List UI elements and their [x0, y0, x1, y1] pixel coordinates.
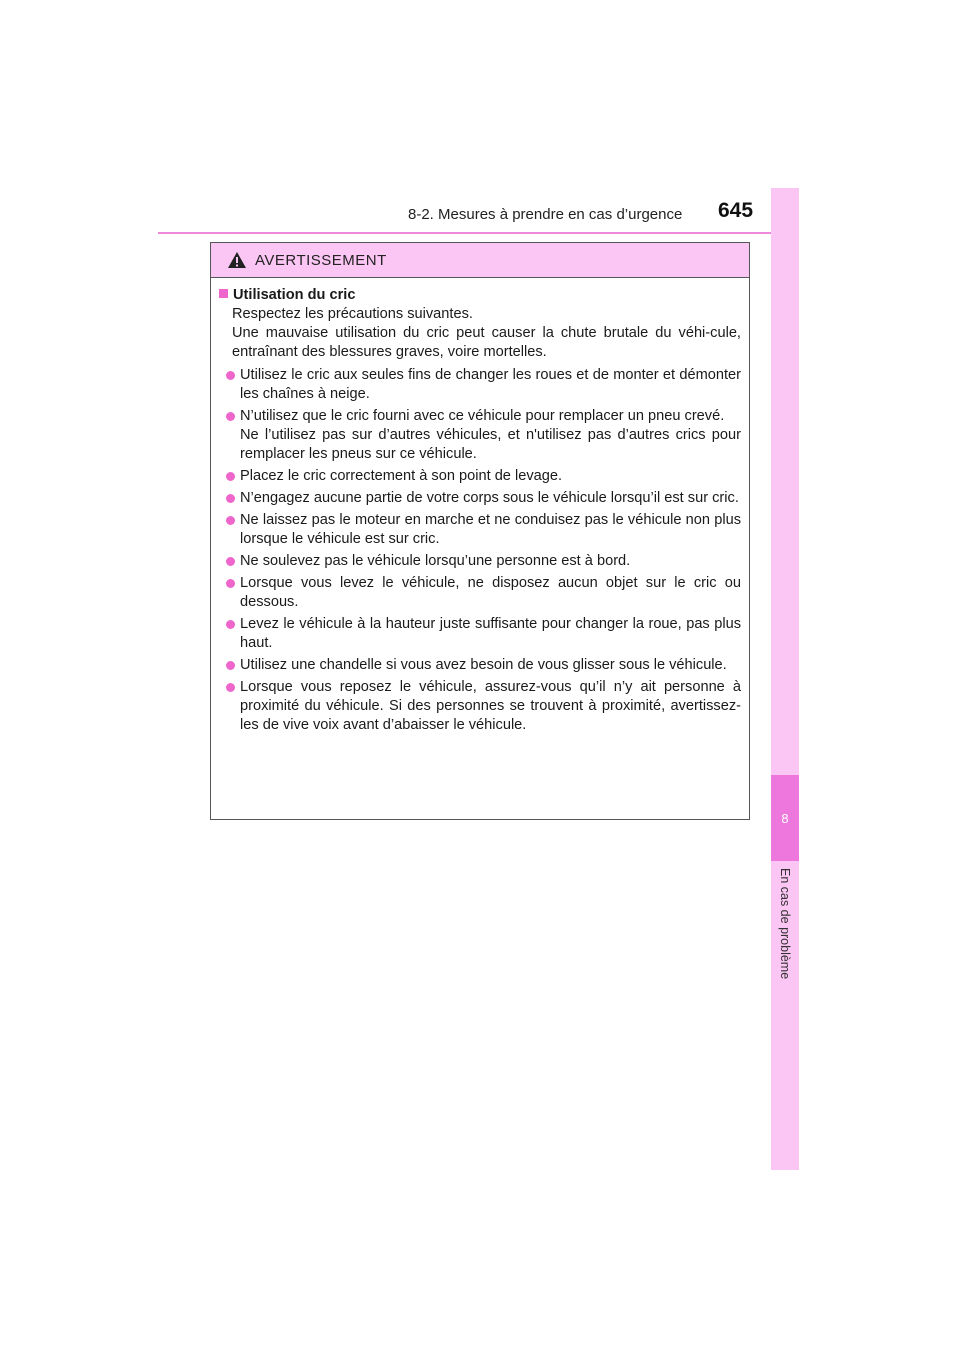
warning-label: AVERTISSEMENT — [255, 251, 387, 269]
warning-header — [211, 243, 749, 278]
section-title — [219, 286, 741, 305]
list-item-text: Utilisez le cric aux seules fins de changer les roues et de monter et démonter les chaînes à neige. — [240, 367, 741, 402]
bullet-dot-icon — [226, 557, 235, 566]
bullet-dot-icon — [226, 371, 235, 380]
chapter-side-tab — [771, 188, 799, 1170]
bullet-dot-icon — [226, 412, 235, 421]
warning-body — [211, 278, 749, 735]
precautions-list — [219, 366, 741, 735]
bullet-dot-icon — [226, 683, 235, 692]
section-title-text: Utilisation du cric — [233, 287, 356, 303]
bullet-dot-icon — [226, 661, 235, 670]
list-item-text: Ne soulevez pas le véhicule lorsqu’une personne est à bord. — [240, 553, 631, 569]
list-item-text: Placez le cric correctement à son point de levage. — [240, 468, 563, 484]
list-item-text: Utilisez une chandelle si vous avez besoin de vous glisser sous le véhicule. — [240, 657, 727, 673]
bullet-dot-icon — [226, 494, 235, 503]
list-item — [219, 678, 741, 735]
list-item — [219, 615, 741, 653]
list-item — [219, 467, 741, 486]
bullet-dot-icon — [226, 579, 235, 588]
intro-line: Respectez les précautions suivantes. — [232, 306, 473, 322]
list-item — [219, 407, 741, 464]
list-item — [219, 656, 741, 675]
list-item — [219, 574, 741, 612]
list-item-text: Lorsque vous reposez le véhicule, assurez-vous qu’il n’y ait personne à proximité du véhicule. Si des personnes se trouvent à proximité, avertissez-les de vive voix avant d’abaisser le véhicule. — [240, 679, 741, 733]
list-item — [219, 511, 741, 549]
list-item-text: Levez le véhicule à la hauteur juste suffisante pour changer la roue, pas plus haut. — [240, 616, 741, 651]
bullet-dot-icon — [226, 620, 235, 629]
section-header: 8-2. Mesures à prendre en cas d’urgence — [408, 206, 683, 223]
warning-triangle-icon — [227, 251, 247, 269]
list-item — [219, 489, 741, 508]
intro-text — [219, 305, 741, 362]
list-item-text: N’utilisez que le cric fourni avec ce véhicule pour remplacer un pneu crevé. — [240, 408, 725, 424]
warning-box — [210, 242, 750, 820]
list-item-text: Ne laissez pas le moteur en marche et ne conduisez pas le véhicule non plus lorsque le véhicule est sur cric. — [240, 512, 741, 547]
chapter-number: 8 — [781, 810, 789, 826]
square-bullet-icon — [219, 289, 228, 298]
page-number: 645 — [718, 199, 754, 222]
bullet-dot-icon — [226, 516, 235, 525]
list-item-text: N’engagez aucune partie de votre corps sous le véhicule lorsqu’il est sur cric. — [240, 490, 739, 506]
chapter-title: En cas de problème — [778, 868, 792, 980]
list-item — [219, 552, 741, 571]
header-divider — [158, 232, 799, 234]
list-item-text: Lorsque vous levez le véhicule, ne disposez aucun objet sur le cric ou dessous. — [240, 575, 741, 610]
intro-line: Une mauvaise utilisation du cric peut causer la chute brutale du véhi-cule, entraînant des blessures graves, voire mortelles. — [232, 325, 741, 360]
list-item — [219, 366, 741, 404]
chapter-number-badge — [771, 775, 799, 861]
list-item-text: Ne l’utilisez pas sur d’autres véhicules, et n'utilisez pas d’autres crics pour remplacer les pneus sur ce véhicule. — [240, 427, 741, 462]
bullet-dot-icon — [226, 472, 235, 481]
